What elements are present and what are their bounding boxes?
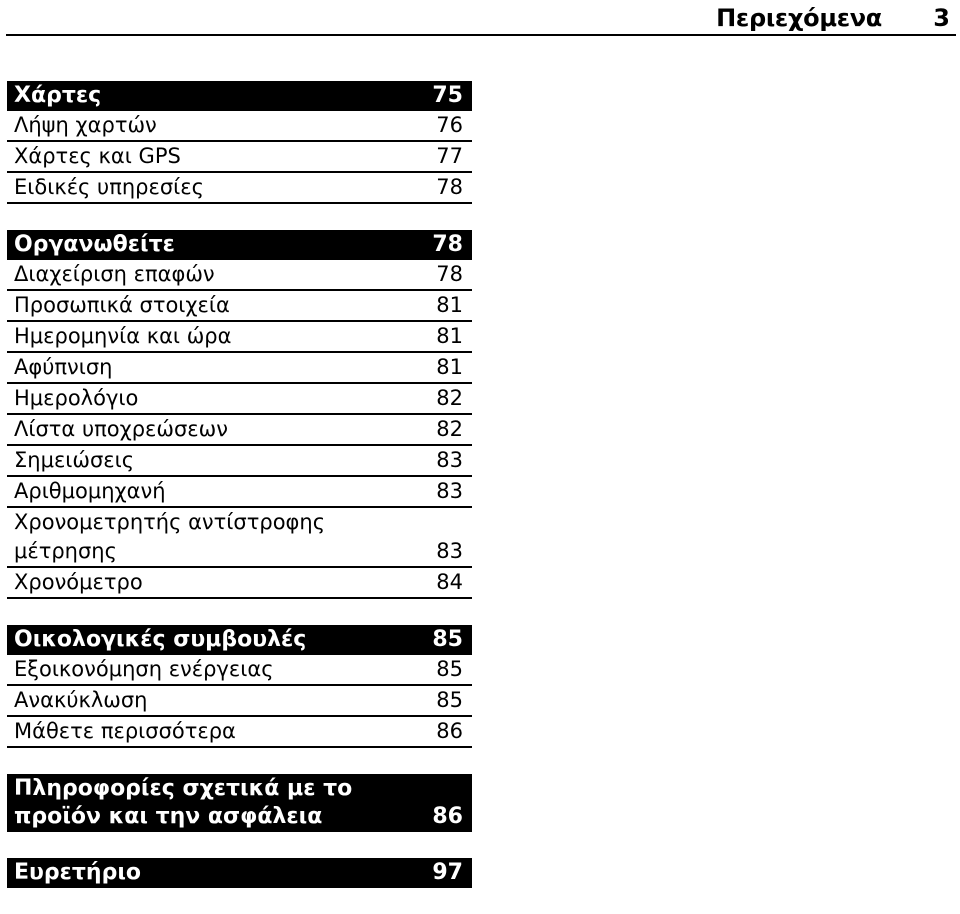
- toc-section-product-safety: [7, 774, 472, 832]
- toc-entry[interactable]: [7, 322, 472, 353]
- entry-label: Χάρτες και GPS: [14, 144, 181, 168]
- section-heading[interactable]: [7, 858, 472, 888]
- toc-entry[interactable]: [7, 568, 472, 599]
- entry-label: Ανακύκλωση: [14, 688, 148, 712]
- entry-label: Ημερομηνία και ώρα: [14, 324, 232, 348]
- entry-page: 81: [436, 293, 463, 317]
- entry-page: 82: [436, 417, 463, 441]
- entry-label: Διαχείριση επαφών: [14, 262, 215, 286]
- toc-entry[interactable]: [7, 384, 472, 415]
- toc-entry[interactable]: [7, 260, 472, 291]
- section-page: 85: [432, 627, 463, 652]
- entry-label: Λίστα υποχρεώσεων: [14, 417, 228, 441]
- entry-label: Χρονομετρητής αντίστροφης μέτρησης: [14, 510, 326, 563]
- entry-label: Αφύπνιση: [14, 355, 113, 379]
- entry-page: 83: [436, 448, 463, 472]
- page-header-title: Περιεχόμενα: [716, 4, 882, 32]
- section-page: 78: [432, 232, 463, 257]
- section-title: Πληροφορίες σχετικά με το προϊόν και την ασφάλεια: [14, 776, 353, 829]
- entry-page: 76: [436, 113, 463, 137]
- toc-section-organize: [7, 230, 472, 599]
- entry-label: Ημερολόγιο: [14, 386, 139, 410]
- entry-label: Χρονόμετρο: [14, 570, 143, 594]
- section-heading[interactable]: [7, 625, 472, 655]
- entry-page: 85: [436, 688, 463, 712]
- entry-page: 84: [436, 570, 463, 594]
- entry-label: Λήψη χαρτών: [14, 113, 157, 137]
- section-page: 75: [432, 83, 463, 108]
- toc-entry[interactable]: [7, 477, 472, 508]
- entry-page: 85: [436, 657, 463, 681]
- entry-label: Αριθμομηχανή: [14, 479, 166, 503]
- entry-label: Σημειώσεις: [14, 448, 135, 472]
- entry-page: 86: [436, 719, 463, 743]
- entry-page: 81: [436, 324, 463, 348]
- toc-entry[interactable]: [7, 353, 472, 384]
- entry-label: Προσωπικά στοιχεία: [14, 293, 230, 317]
- section-heading[interactable]: [7, 774, 472, 832]
- toc-entry[interactable]: [7, 291, 472, 322]
- entry-page: 81: [436, 355, 463, 379]
- entry-page: 78: [436, 262, 463, 286]
- entry-page: 83: [436, 539, 463, 563]
- toc-section-maps: [7, 81, 472, 204]
- entry-page: 77: [436, 144, 463, 168]
- section-title: Ευρετήριο: [14, 860, 142, 885]
- entry-label: Ειδικές υπηρεσίες: [14, 175, 204, 199]
- toc-entry[interactable]: [7, 142, 472, 173]
- page-number: 3: [933, 4, 950, 32]
- section-heading[interactable]: [7, 81, 472, 111]
- toc-entry[interactable]: [7, 717, 472, 748]
- toc-entry[interactable]: [7, 508, 472, 568]
- toc-entry[interactable]: [7, 415, 472, 446]
- entry-label: Εξοικονόμηση ενέργειας: [14, 657, 274, 681]
- toc-entry[interactable]: [7, 111, 472, 142]
- toc-section-index: [7, 858, 472, 888]
- toc-entry[interactable]: [7, 686, 472, 717]
- table-of-contents: [7, 81, 472, 914]
- entry-page: 83: [436, 479, 463, 503]
- section-title: Χάρτες: [14, 83, 102, 108]
- toc-section-eco-tips: [7, 625, 472, 748]
- entry-label: Μάθετε περισσότερα: [14, 719, 236, 743]
- toc-entry[interactable]: [7, 655, 472, 686]
- entry-page: 82: [436, 386, 463, 410]
- section-page: 97: [432, 860, 463, 885]
- section-page: 86: [432, 804, 463, 829]
- toc-entry[interactable]: [7, 173, 472, 204]
- entry-page: 78: [436, 175, 463, 199]
- toc-entry[interactable]: [7, 446, 472, 477]
- page-header: [6, 0, 956, 36]
- section-title: Οικολογικές συμβουλές: [14, 627, 307, 652]
- section-heading[interactable]: [7, 230, 472, 260]
- section-title: Οργανωθείτε: [14, 232, 175, 257]
